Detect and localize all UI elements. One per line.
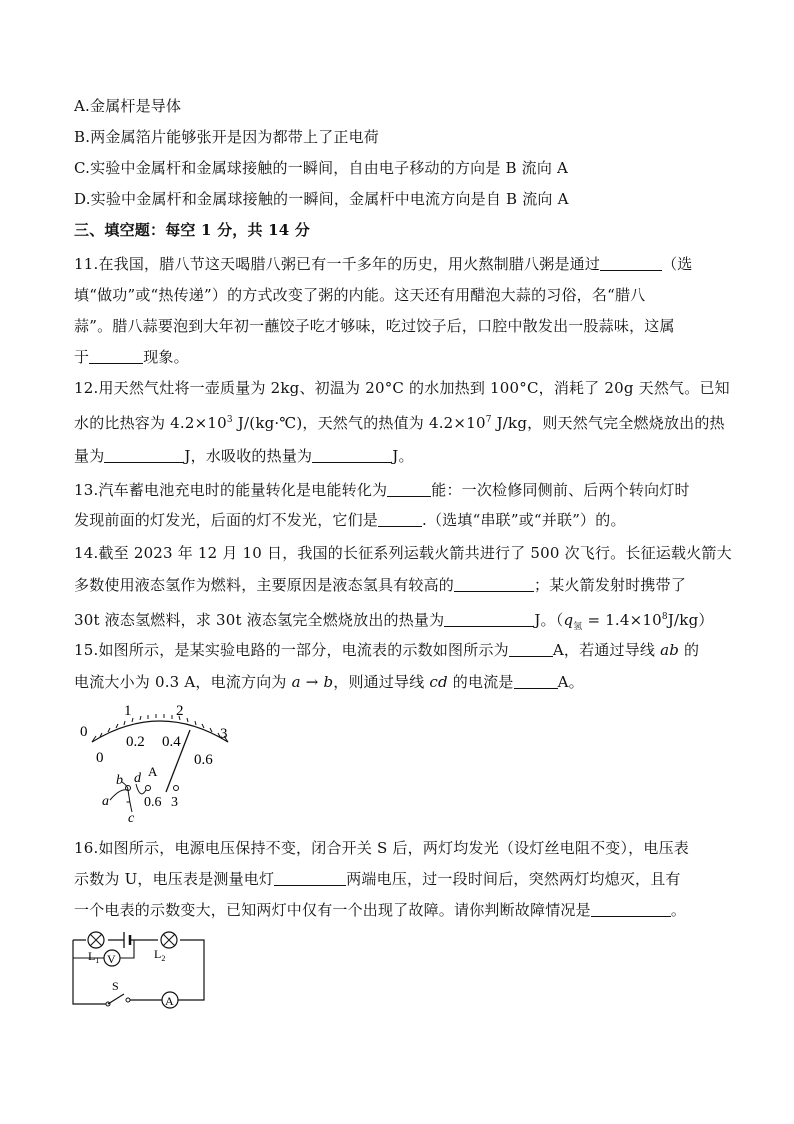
q15-text: ，则通过导线 <box>333 673 430 691</box>
section-heading: 三、填空题：每空 1 分，共 14 分 <box>74 221 311 239</box>
q12-text: J/(kg·℃)，天然气的热值为 4.2×10 <box>232 414 486 432</box>
switch-label: S <box>112 979 119 993</box>
switch-blade <box>108 994 124 1004</box>
option-c: C.实验中金属杆和金属球接触的一瞬间，自由电子移动的方向是 B 流向 A <box>74 159 569 177</box>
q12-text: J。 <box>392 447 414 465</box>
q14-text: ；某火箭发射时携带了 <box>534 576 687 594</box>
q14-line3 <box>74 607 734 637</box>
q13-line2 <box>74 510 734 530</box>
option-b: B.两金属箔片能够张开是因为都带上了正电荷 <box>74 128 379 146</box>
dial-arc <box>92 721 228 742</box>
q12-line1: 12.用天然气灶将一壶质量为 2kg、初温为 20°C 的水加热到 100°C，消耗了 20g 天然气。已知 <box>74 379 730 397</box>
q11-text: 现象。 <box>143 348 189 366</box>
q15-text: 15.如图所示，是某实验电路的一部分，电流表的示数如图所示为 <box>74 641 509 659</box>
q15-text: A，若通过导线 <box>552 641 661 659</box>
subscript: 氢 <box>573 622 583 632</box>
wire-label-b: b <box>116 773 123 788</box>
switch-contact <box>126 998 130 1002</box>
q15-text: 的 <box>679 641 700 659</box>
q15-wire-label: cd <box>429 673 448 691</box>
q11-line3: 蒜”。腊八蒜要泡到大年初一蘸饺子吃才够味，吃过饺子后，口腔中散发出一股蒜味，这属 <box>74 317 675 335</box>
q15-line2 <box>74 672 734 692</box>
q12-line2 <box>74 410 734 433</box>
q14-text: J/kg） <box>667 611 714 629</box>
q12-text: 量为 <box>74 447 105 465</box>
answer-blank[interactable] <box>514 674 558 689</box>
scale-top-0: 0 <box>80 724 88 740</box>
ammeter-label: A <box>165 994 174 1008</box>
answer-blank[interactable] <box>274 871 346 886</box>
q15-direction: a → b <box>291 673 334 691</box>
answer-blank[interactable] <box>600 256 662 271</box>
q13-text: 13.汽车蓄电池充电时的能量转化是电能转化为 <box>74 481 388 499</box>
q12-text: J/kg，则天然气完全燃烧放出的热 <box>491 414 725 432</box>
q16-line1: 16.如图所示，电源电压保持不变，闭合开关 S 后，两灯均发光（设灯丝电阻不变），电压表 <box>74 839 689 857</box>
q15-wire-label: ab <box>660 641 680 659</box>
wire-label-c: c <box>128 811 135 825</box>
unit-label: A <box>148 764 158 779</box>
q13-text: 能：一次检修同侧前、后两个转向灯时 <box>431 481 690 499</box>
q13-text: 发现前面的灯发光，后面的灯不发光，它们是 <box>74 511 379 529</box>
answer-blank[interactable] <box>591 902 671 917</box>
terminal-3 <box>174 786 179 791</box>
terminal-06-label: 0.6 <box>144 795 162 810</box>
scale-top-2: 2 <box>176 703 184 719</box>
wire-label-d: d <box>134 771 141 786</box>
q12-line3 <box>74 446 734 466</box>
option-a: A.金属杆是导体 <box>74 97 182 115</box>
q14-text: = 1.4×10 <box>582 611 662 629</box>
answer-blank[interactable] <box>89 349 143 364</box>
scale-top-1: 1 <box>124 703 132 719</box>
scale-top-3: 3 <box>220 726 228 742</box>
circuit-figure <box>70 928 210 1010</box>
terminal-06 <box>146 786 151 791</box>
exponent: 3 <box>226 415 233 425</box>
answer-blank[interactable] <box>444 612 534 627</box>
answer-blank[interactable] <box>454 577 534 592</box>
q16-text: 两端电压，过一段时间后，突然两灯均熄灭，且有 <box>346 870 681 888</box>
q14-text: 多数使用液态氢作为燃料，主要原因是液态氢具有较高的 <box>74 576 455 594</box>
answer-blank[interactable] <box>387 482 431 497</box>
q11-line2: 填“做功”或“热传递”）的方式改变了粥的内能。这天还有用醋泡大蒜的习俗，名“腊八 <box>74 286 646 304</box>
q16-text: 示数为 U，电压表是测量电灯 <box>74 870 275 888</box>
q13-text: .（选填“串联”或“并联”）的。 <box>422 511 626 529</box>
q13-line1 <box>74 480 734 500</box>
wire-label-a: a <box>102 794 109 809</box>
q16-text: 。 <box>670 901 687 919</box>
q11-text: 于 <box>74 348 90 366</box>
q14-line1: 14.截至 2023 年 12 月 10 日，我国的长征系列运载火箭共进行了 500 次飞行。长征运载火箭大 <box>74 544 732 562</box>
q11-line1 <box>74 254 734 274</box>
answer-blank[interactable] <box>509 642 553 657</box>
q12-text: J，水吸收的热量为 <box>184 447 313 465</box>
q15-text: 电流大小为 0.3 A，电流方向为 <box>74 673 292 691</box>
terminal-neg-label: - <box>126 793 131 808</box>
exponent: 8 <box>661 612 668 622</box>
q11-text: （选 <box>662 255 693 273</box>
q16-line2 <box>74 869 734 889</box>
q15-line1 <box>74 640 734 660</box>
terminal-3-label: 3 <box>171 795 178 810</box>
q14-text: 30t 液态氢燃料，求 30t 液态氢完全燃烧放出的热量为 <box>74 611 445 629</box>
q11-text: 11.在我国，腊八节这天喝腊八粥已有一千多年的历史，用火熬制腊八粥是通过 <box>74 255 601 273</box>
q12-text: 水的比热容为 4.2×10 <box>74 414 227 432</box>
scale-bottom-2: 0.4 <box>162 734 181 750</box>
q14-text: J。（ <box>534 611 564 629</box>
q15-text: 的电流是 <box>447 673 514 691</box>
exponent: 7 <box>485 415 492 425</box>
lamp2-label: $L_2$ <box>154 947 166 963</box>
q16-line3 <box>74 900 734 920</box>
q14-line2 <box>74 575 734 595</box>
scale-bottom-1: 0.2 <box>126 734 145 750</box>
scale-bottom-0: 0 <box>96 750 104 766</box>
scale-bottom-3: 0.6 <box>194 752 213 768</box>
lamp1-label: $L_1$ <box>88 949 100 965</box>
answer-blank[interactable] <box>104 448 184 463</box>
option-d: D.实验中金属杆和金属球接触的一瞬间，金属杆中电流方向是自 B 流向 A <box>74 190 569 208</box>
q11-line4 <box>74 347 734 367</box>
q14-symbol: q <box>563 611 574 629</box>
answer-blank[interactable] <box>378 512 422 527</box>
voltmeter-label: V <box>107 952 116 966</box>
ammeter-figure <box>70 700 250 825</box>
q15-text: A。 <box>557 673 584 691</box>
dial-ticks <box>92 714 228 742</box>
answer-blank[interactable] <box>312 448 392 463</box>
q16-text: 一个电表的示数变大，已知两灯中仅有一个出现了故障。请你判断故障情况是 <box>74 901 591 919</box>
